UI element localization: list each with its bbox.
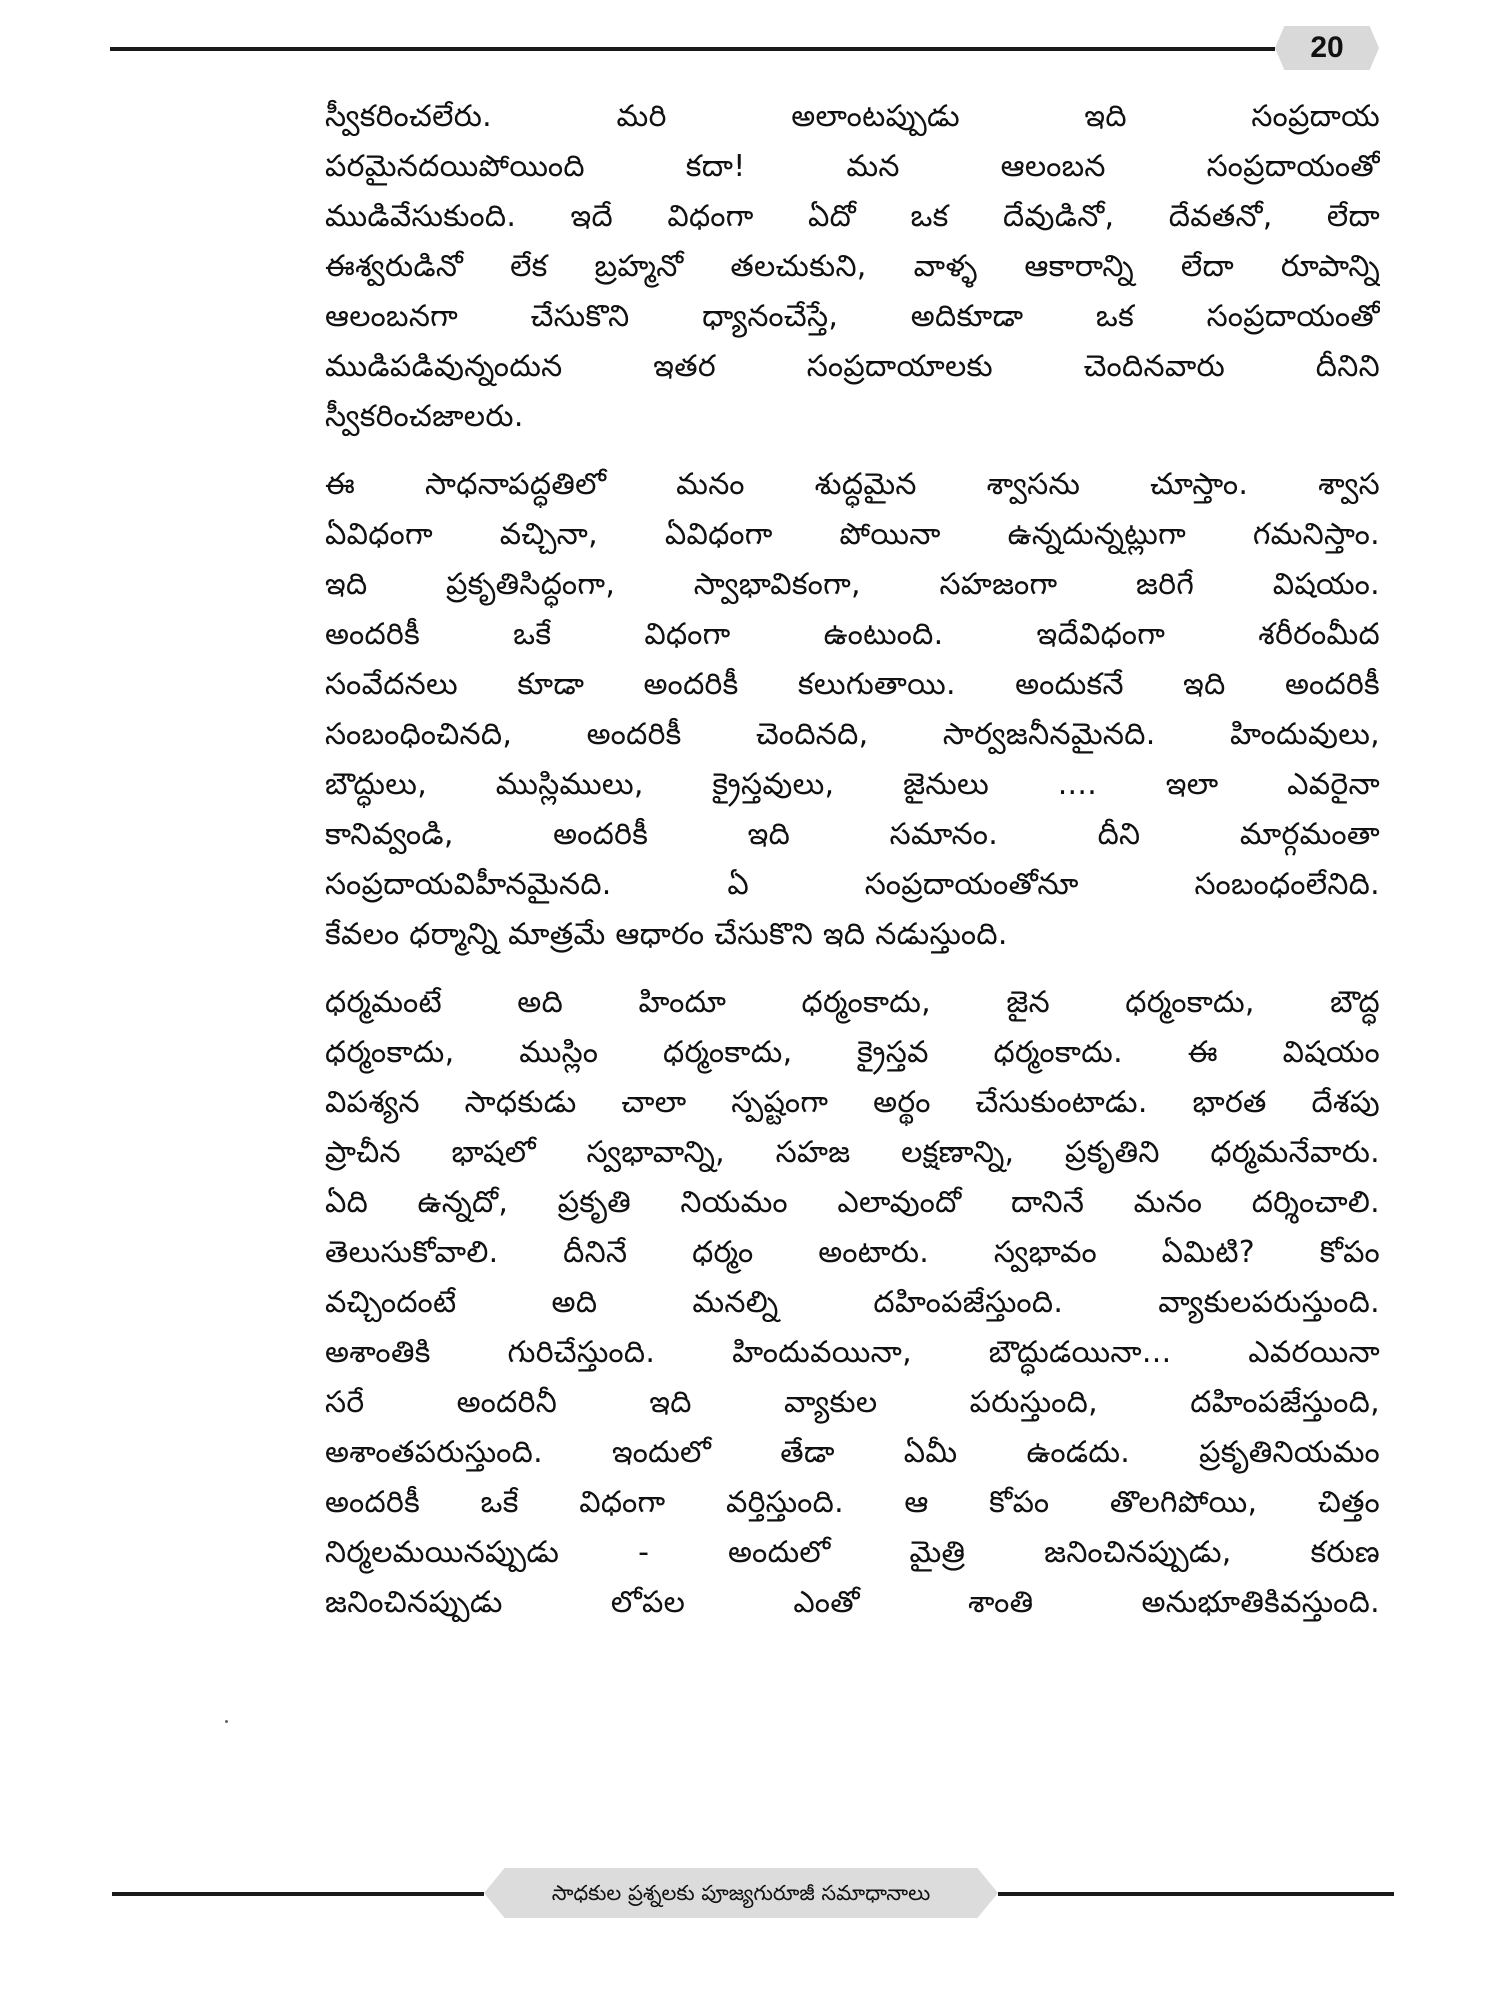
- page-body: [325, 92, 1380, 1646]
- text-line: బౌద్ధులు, ముస్లిములు, క్రైస్తవులు, జైనులు .... ఇలా ఎవరైనా: [325, 767, 1380, 802]
- text-line: తెలుసుకోవాలి. దీనినే ధర్మం అంటారు. స్వభావం ఏమిటి? కోపం: [325, 1235, 1380, 1270]
- text-line: ఈశ్వరుడినో లేక బ్రహ్మనో తలచుకుని, వాళ్ళ ఆకారాన్ని లేదా రూపాన్ని: [325, 249, 1380, 284]
- page-number: 20: [1310, 31, 1344, 64]
- text-line: ముడిపడివున్నందున ఇతర సంప్రదాయాలకు చెందినవారు దీనిని: [325, 349, 1380, 384]
- text-line: సంప్రదాయవిహీనమైనది. ఏ సంప్రదాయంతోనూ సంబంధంలేనిది.: [325, 867, 1380, 902]
- text-line: పరమైనదయిపోయింది కదా! మన ఆలంబన సంప్రదాయంతో: [325, 149, 1380, 184]
- scan-speck: [225, 1720, 228, 1723]
- text-line: ఏది ఉన్నదో, ప్రకృతి నియమం ఎలావుందో దానినే మనం దర్శించాలి.: [325, 1185, 1380, 1220]
- footer-rule-right: [998, 1892, 1394, 1896]
- text-line: కానివ్వండి, అందరికీ ఇది సమానం. దీని మార్గమంతా: [325, 817, 1380, 852]
- text-line: స్వీకరించజాలరు.: [325, 399, 524, 434]
- text-line: వచ్చిందంటే అది మనల్ని దహింపజేస్తుంది. వ్యాకులపరుస్తుంది.: [325, 1285, 1380, 1320]
- header-rule: [110, 47, 1275, 51]
- footer-rule-left: [112, 1892, 484, 1896]
- text-line: ముడివేసుకుంది. ఇదే విధంగా ఏదో ఒక దేవుడినో, దేవతనో, లేదా: [325, 199, 1380, 234]
- footer-book-title: సాధకుల ప్రశ్నలకు పూజ్యగురూజీ సమాధానాలు: [551, 1881, 931, 1905]
- text-line: ధర్మంకాదు, ముస్లిం ధర్మంకాదు, క్రైస్తవ ధర్మంకాదు. ఈ విషయం: [325, 1035, 1380, 1070]
- text-line: అందరికీ ఒకే విధంగా వర్తిస్తుంది. ఆ కోపం తొలగిపోయి, చిత్తం: [325, 1485, 1380, 1520]
- text-line: జనించినప్పుడు లోపల ఎంతో శాంతి అనుభూతికివస్తుంది.: [325, 1585, 1380, 1620]
- text-line: ఆలంబనగా చేసుకొని ధ్యానంచేస్తే, అదికూడా ఒక సంప్రదాయంతో: [325, 299, 1380, 334]
- text-line: కేవలం ధర్మాన్ని మాత్రమే ఆధారం చేసుకొని ఇది నడుస్తుంది.: [325, 917, 1008, 952]
- text-line: స్వీకరించలేరు. మరి అలాంటప్పుడు ఇది సంప్రదాయ: [325, 99, 1380, 134]
- text-line: అశాంతపరుస్తుంది. ఇందులో తేడా ఏమీ ఉండదు. ప్రకృతినియమం: [325, 1435, 1380, 1470]
- paragraph-2: [325, 460, 1380, 960]
- paragraph-1: [325, 92, 1380, 442]
- text-line: ధర్మమంటే అది హిందూ ధర్మంకాదు, జైన ధర్మంకాదు, బౌద్ధ: [325, 985, 1380, 1020]
- text-line: సంబంధించినది, అందరికీ చెందినది, సార్వజనీనమైనది. హిందువులు,: [325, 717, 1380, 752]
- text-line: సంవేదనలు కూడా అందరికీ కలుగుతాయి. అందుకనే ఇది అందరికీ: [325, 667, 1380, 702]
- text-line: ఈ సాధనాపద్ధతిలో మనం శుద్ధమైన శ్వాసను చూస్తాం. శ్వాస: [325, 467, 1380, 502]
- text-line: అందరికీ ఒకే విధంగా ఉంటుంది. ఇదేవిధంగా శరీరంమీద: [325, 617, 1380, 652]
- text-line: విపశ్యన సాధకుడు చాలా స్పష్టంగా అర్థం చేసుకుంటాడు. భారత దేశపు: [325, 1085, 1380, 1120]
- text-line: నిర్మలమయినప్పుడు - అందులో మైత్రి జనించినప్పుడు, కరుణ: [325, 1535, 1380, 1570]
- text-line: సరే అందరినీ ఇది వ్యాకుల పరుస్తుంది, దహింపజేస్తుంది,: [325, 1385, 1380, 1420]
- paragraph-3: [325, 978, 1380, 1628]
- text-line: ఇది ప్రకృతిసిద్ధంగా, స్వాభావికంగా, సహజంగా జరిగే విషయం.: [325, 567, 1380, 602]
- text-line: అశాంతికి గురిచేస్తుంది. హిందువయినా, బౌద్ధుడయినా... ఎవరయినా: [325, 1335, 1380, 1370]
- text-line: ప్రాచీన భాషలో స్వభావాన్ని, సహజ లక్షణాన్ని, ప్రకృతిని ధర్మమనేవారు.: [325, 1135, 1380, 1170]
- text-line: ఏవిధంగా వచ్చినా, ఏవిధంగా పోయినా ఉన్నదున్నట్లుగా గమనిస్తాం.: [325, 517, 1380, 552]
